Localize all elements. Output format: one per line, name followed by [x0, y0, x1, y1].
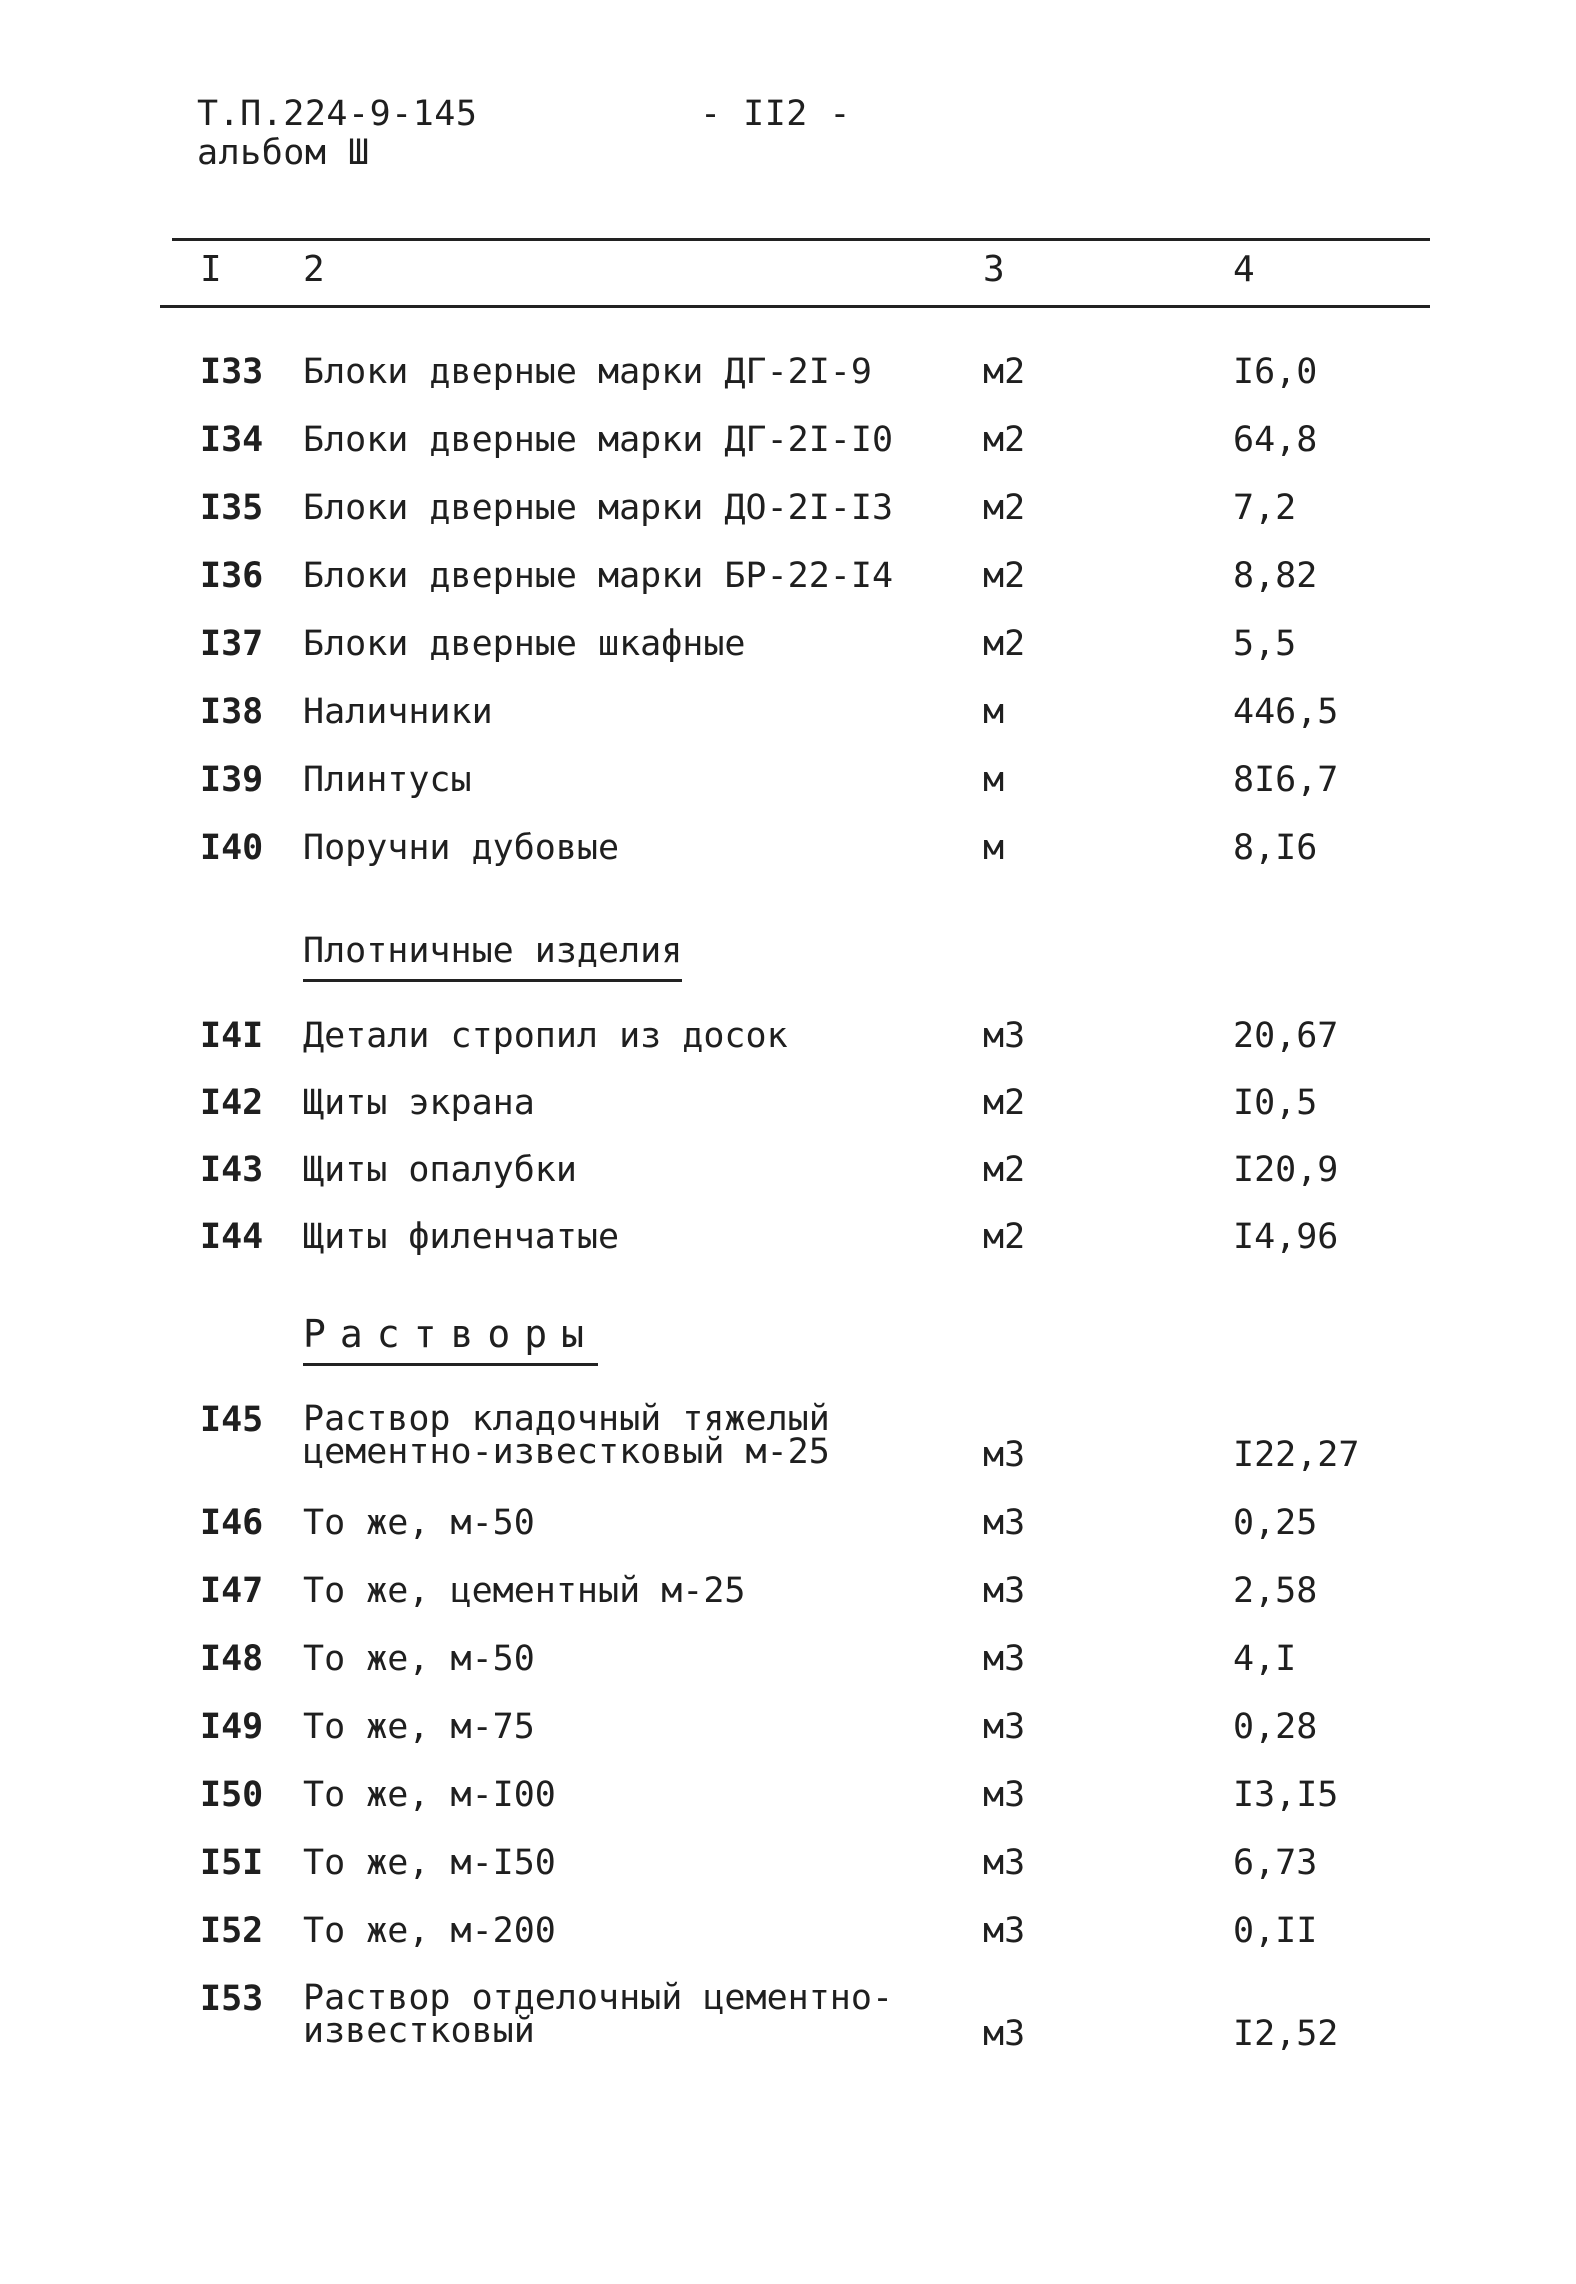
table-row: [0, 556, 1576, 605]
row-unit: м2: [983, 488, 1026, 528]
row-unit: м3: [983, 1775, 1026, 1815]
row-unit: м3: [983, 1639, 1026, 1679]
row-number: I35: [200, 488, 264, 528]
row-item-name: Блоки дверные марки ДО-2I-I3: [303, 488, 894, 528]
row-quantity: 6,73: [1233, 1843, 1318, 1883]
row-unit: м3: [983, 1571, 1026, 1611]
row-item-name-line-2: цементно-известковый м-25: [303, 1432, 830, 1473]
row-quantity: I6,0: [1233, 352, 1318, 392]
row-quantity: 8,82: [1233, 556, 1318, 596]
document-code: Т.П.224-9-145: [197, 94, 478, 134]
table-row: [0, 1016, 1576, 1065]
table-row: [0, 828, 1576, 877]
row-item-name: То же, м-I50: [303, 1843, 556, 1883]
row-quantity: 446,5: [1233, 692, 1339, 732]
row-quantity: 5,5: [1233, 624, 1297, 664]
table-row: [0, 1399, 1576, 1491]
row-number: I33: [200, 352, 264, 392]
row-quantity: I2,52: [1233, 2014, 1339, 2054]
row-unit: м3: [983, 1911, 1026, 1951]
row-number: I36: [200, 556, 264, 596]
row-number: I52: [200, 1911, 264, 1951]
row-quantity: 8I6,7: [1233, 760, 1339, 800]
row-number: I43: [200, 1150, 264, 1190]
row-number: I49: [200, 1707, 264, 1747]
table-row: [0, 1083, 1576, 1132]
table-row: [0, 624, 1576, 673]
table-row: [0, 1707, 1576, 1756]
row-number: I50: [200, 1775, 264, 1815]
row-item-name-line-1: Раствор отделочный цементно-: [303, 1978, 894, 2018]
table-row: [0, 1571, 1576, 1620]
row-number: I38: [200, 692, 264, 732]
row-unit: м3: [983, 2014, 1026, 2054]
row-unit: м2: [983, 1217, 1026, 1257]
row-item-name: Щиты филенчатые: [303, 1217, 620, 1257]
row-unit: м: [983, 760, 1005, 800]
row-unit: м2: [983, 556, 1026, 596]
row-unit: м3: [983, 1435, 1026, 1475]
row-unit: м2: [983, 1150, 1026, 1190]
row-unit: м2: [983, 352, 1026, 392]
table-row: [0, 1639, 1576, 1688]
row-quantity: I0,5: [1233, 1083, 1318, 1123]
row-number: I5I: [200, 1843, 264, 1883]
row-number: I46: [200, 1503, 264, 1543]
row-number: I40: [200, 828, 264, 868]
row-item-name: Блоки дверные шкафные: [303, 624, 746, 664]
row-quantity: 2,58: [1233, 1571, 1318, 1611]
row-unit: м2: [983, 624, 1026, 664]
row-number: I48: [200, 1639, 264, 1679]
row-item-name: То же, цементный м-25: [303, 1571, 746, 1611]
row-number: I34: [200, 420, 264, 460]
table-row: [0, 352, 1576, 401]
row-number: I47: [200, 1571, 264, 1611]
row-item-name: Плинтусы: [303, 760, 472, 800]
row-quantity: 4,I: [1233, 1639, 1297, 1679]
row-item-name: То же, м-75: [303, 1707, 535, 1747]
table-row: [0, 1843, 1576, 1892]
table-row: [0, 420, 1576, 469]
row-unit: м: [983, 828, 1005, 868]
section-heading-carpentry: Плотничные изделия: [303, 934, 682, 982]
row-item-name: Блоки дверные марки БР-22-I4: [303, 556, 894, 596]
column-header-4: 4: [1233, 249, 1255, 290]
row-unit: м3: [983, 1707, 1026, 1747]
table-row: [0, 1911, 1576, 1960]
row-unit: м3: [983, 1016, 1026, 1056]
row-item-name: [303, 1978, 894, 2052]
row-item-name: То же, м-I00: [303, 1775, 556, 1815]
album-label: альбом Ш: [197, 133, 370, 173]
row-item-name: Блоки дверные марки ДГ-2I-9: [303, 352, 872, 392]
row-item-name: Поручни дубовые: [303, 828, 620, 868]
table-header-rule: [160, 305, 1430, 308]
row-quantity: 8,I6: [1233, 828, 1318, 868]
row-number: I42: [200, 1083, 264, 1123]
row-quantity: 0,28: [1233, 1707, 1318, 1747]
column-header-2: 2: [303, 249, 325, 290]
table-row: [0, 692, 1576, 741]
row-item-name: Щиты экрана: [303, 1083, 535, 1123]
row-quantity: 64,8: [1233, 420, 1318, 460]
row-quantity: I3,I5: [1233, 1775, 1339, 1815]
row-item-name: То же, м-50: [303, 1639, 535, 1679]
column-header-1: I: [200, 249, 222, 290]
row-quantity: I4,96: [1233, 1217, 1339, 1257]
row-number: I44: [200, 1217, 264, 1257]
row-unit: м2: [983, 1083, 1026, 1123]
table-row: [0, 1503, 1576, 1552]
row-quantity: 0,25: [1233, 1503, 1318, 1543]
row-item-name: Наличники: [303, 692, 493, 732]
row-number: I45: [200, 1400, 264, 1440]
row-quantity: 20,67: [1233, 1016, 1339, 1056]
table-row: [0, 1217, 1576, 1266]
row-item-name: [303, 1399, 830, 1473]
row-item-name: Щиты опалубки: [303, 1150, 577, 1190]
row-item-name: То же, м-50: [303, 1503, 535, 1543]
row-unit: м3: [983, 1843, 1026, 1883]
row-quantity: I22,27: [1233, 1435, 1360, 1475]
section-heading-mortars: Растворы: [303, 1315, 598, 1366]
row-item-name: То же, м-200: [303, 1911, 556, 1951]
table-row: [0, 1775, 1576, 1824]
row-number: I39: [200, 760, 264, 800]
row-quantity: I20,9: [1233, 1150, 1339, 1190]
row-quantity: 0,II: [1233, 1911, 1318, 1951]
row-number: I37: [200, 624, 264, 664]
row-unit: м: [983, 692, 1005, 732]
table-row: [0, 1978, 1576, 2070]
row-quantity: 7,2: [1233, 488, 1297, 528]
row-number: I53: [200, 1979, 264, 2019]
row-item-name-line-2: известковый: [303, 2011, 535, 2052]
table-row: [0, 488, 1576, 537]
row-number: I4I: [200, 1016, 264, 1056]
row-unit: м3: [983, 1503, 1026, 1543]
page-number: - II2 -: [700, 94, 852, 134]
row-unit: м2: [983, 420, 1026, 460]
table-top-rule: [172, 238, 1430, 241]
column-header-3: 3: [983, 249, 1005, 290]
row-item-name: Блоки дверные марки ДГ-2I-I0: [303, 420, 894, 460]
row-item-name-line-1: Раствор кладочный тяжелый: [303, 1399, 830, 1439]
row-item-name: Детали стропил из досок: [303, 1016, 788, 1056]
table-row: [0, 760, 1576, 809]
table-row: [0, 1150, 1576, 1199]
